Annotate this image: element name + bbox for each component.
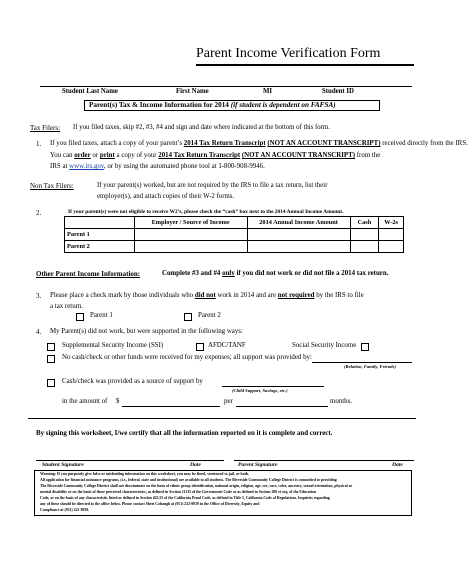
w2-field[interactable] [379, 241, 404, 253]
cash-field[interactable] [350, 241, 379, 253]
per-label: per [224, 398, 233, 405]
mi-label: MI [263, 88, 273, 95]
student-id-label: Student ID [322, 88, 354, 95]
item1-order: order [74, 152, 91, 159]
relation-hint: (Relation, Family, Friends) [344, 364, 396, 369]
no-cash-label: No cash/check or other funds were received for my expenses; all support was provided by: [62, 354, 312, 361]
item3-line1 [50, 292, 364, 299]
other-income-complete: Complete #3 and #4 [162, 270, 221, 277]
item1-line2 [50, 152, 380, 159]
tax-filers-label: Tax Filers: [30, 124, 61, 132]
parent-1-label: Parent 1 [90, 312, 113, 319]
w2-field[interactable] [379, 229, 404, 241]
section-divider [28, 418, 416, 419]
parent-1-checkbox[interactable] [76, 313, 84, 321]
student-last-name-label: Student Last Name [62, 88, 118, 95]
certification-statement: By signing this worksheet, I/we certify that all the information reported on it is complete and correct. [36, 430, 333, 437]
item3-did-not: did not [194, 292, 216, 299]
no-cash-checkbox[interactable] [47, 355, 55, 363]
income-table [64, 216, 404, 253]
income-amount-field[interactable] [247, 229, 350, 241]
column-header: 2014 Annual Income Amount [247, 217, 350, 229]
notice-warning: Warning: If you purposely give false or misleading information on this worksheet, you may be fined, sentenced to jail, or both. [40, 472, 250, 476]
other-income-label: Other Parent Income Information: [36, 270, 141, 278]
parent-2-checkbox[interactable] [184, 313, 192, 321]
cash-field[interactable] [350, 229, 379, 241]
notice-line-5: Code, or on the basis of any characteristic listed or defined in Section 422.55 of the California Penal Code, as defined in Title 5, California Code of Regulations. Inquiries regarding [40, 496, 330, 500]
item3-work: work in 2014 and are [217, 292, 277, 299]
item1-line1 [50, 140, 468, 147]
item1-can: You can [50, 152, 73, 159]
table-row [65, 229, 404, 241]
cash-check-checkbox[interactable] [47, 379, 55, 387]
student-field-line [40, 86, 412, 87]
notice-line-7: Compliance at (951) 222-8039. [40, 508, 90, 512]
other-income-text [162, 270, 388, 277]
item1-not-account: (NOT AN ACCOUNT TRANSCRIPT) [267, 140, 381, 147]
item1-text: If you filed taxes, attach a copy of your parent’s [50, 140, 183, 147]
column-header: Cash [350, 217, 379, 229]
page-title: Parent Income Verification Form [196, 46, 381, 61]
item1-or: or [92, 152, 99, 159]
afdc-label: AFDC/TANF [208, 342, 246, 349]
dollar-sign: $ [116, 398, 120, 405]
amount-prefix: in the amount of [62, 398, 108, 405]
item3-not-required: not required [277, 292, 315, 299]
item1-phone: , or by using the automated phone tool at 1-800-908-9946. [103, 163, 265, 170]
months-label: months. [330, 398, 353, 405]
ssi-checkbox[interactable] [47, 343, 55, 351]
item2-number: 2. [36, 209, 42, 217]
row-label-parent-1: Parent 1 [65, 229, 135, 241]
table-cell [65, 217, 135, 229]
item3-number: 3. [36, 292, 42, 300]
support-provided-by-line[interactable] [312, 362, 412, 363]
other-income-end: if you did not work or did not file a 2014 tax return. [236, 270, 389, 277]
income-amount-field[interactable] [247, 241, 350, 253]
item1-not-account-2: (NOT AN ACCOUNT TRANSCRIPT) [241, 152, 356, 159]
title-rule [196, 64, 414, 66]
item1-text-end: received directly from the IRS. [382, 140, 468, 147]
ssi-label: Supplemental Security Income (SSI) [62, 342, 164, 349]
item1-from: from the [356, 152, 381, 159]
student-date-label: Date [190, 462, 201, 468]
social-security-label: Social Security Income [292, 342, 357, 349]
table-row [65, 241, 404, 253]
amount-line[interactable] [122, 406, 220, 407]
item4-text: My Parent(s) did not work, but were supported in the following ways: [50, 328, 243, 335]
item3-file: by the IRS to file [316, 292, 364, 299]
non-tax-filers-line1: If your parent(s) worked, but are not required by the IRS to file a tax return, list their [97, 182, 328, 189]
non-tax-filers-label: Non Tax Filers: [30, 182, 74, 190]
section-header-part1: Parent(s) Tax & Income Information for 2014 [89, 101, 231, 109]
student-signature-label: Student Signature [42, 462, 84, 468]
column-header: W-2s [379, 217, 404, 229]
notice-line-4: mental disability or on the basis of these perceived characteristics, as defined in Section 11135 of the Government Code or as defined in Section 200 et seq. of the Education [40, 490, 317, 494]
notice-line-2: All application for financial assistance programs, (i.e., federal, state and institutional) are available to all students. The Riverside Community College District is committed to providing [40, 478, 337, 482]
child-support-hint: (Child Support, Savings, etc.) [232, 388, 288, 393]
irs-link[interactable]: www.irs.gov [69, 163, 104, 170]
notice-line-3: The Riverside Community College District shall not discriminate on the basis of ethnic group identification, national origin, religion, age, sex, race, color, ancestry, sexual orientation, physical or [40, 484, 353, 488]
item1-copy: a copy of your [116, 152, 157, 159]
social-security-checkbox[interactable] [361, 343, 369, 351]
employer-field[interactable] [134, 229, 247, 241]
section-header-part2: (if student is dependent on FAFSA) [230, 101, 336, 109]
item1-line3 [50, 163, 265, 170]
parent-signature-label: Parent Signature [238, 462, 278, 468]
row-label-parent-2: Parent 2 [65, 241, 135, 253]
tax-filers-instruction: If you filed taxes, skip #2, #3, #4 and sign and date where indicated at the bottom of this form. [73, 124, 330, 131]
afdc-checkbox[interactable] [196, 343, 204, 351]
item1-transcript-2: 2014 Tax Return Transcript [158, 152, 241, 159]
employer-field[interactable] [134, 241, 247, 253]
cash-source-line[interactable] [222, 386, 324, 387]
parent-signature-line[interactable] [234, 460, 414, 461]
other-income-only: only [222, 270, 235, 277]
first-name-label: First Name [176, 88, 209, 95]
table-row [65, 217, 404, 229]
non-tax-filers-line2: employer(s), and attach copies of their W-2 forms. [97, 193, 235, 200]
column-header: Employer / Source of Income [134, 217, 247, 229]
item1-irs-at: IRS at [50, 163, 68, 170]
item1-transcript: 2014 Tax Return Transcript [183, 140, 266, 147]
per-line[interactable] [236, 406, 328, 407]
notice-line-6: any of these should be directed to the office below. Please contact Sheri Cobaugh at (951) 222-8039 in the Office of Diversity, Equity and [40, 502, 260, 506]
student-signature-line[interactable] [36, 460, 224, 461]
section-header [89, 101, 336, 109]
item3-line2: a tax return. [50, 303, 84, 310]
parent-2-label: Parent 2 [198, 312, 221, 319]
parent-date-label: Date [392, 462, 403, 468]
item4-number: 4. [36, 328, 42, 336]
income-table-caption: If your parent(s) were not eligible to receive W2’s, please check the “cash” box next to the 2014 Annual Income Amount. [68, 209, 344, 215]
item1-number: 1. [36, 140, 42, 148]
item3-text: Please place a check mark by those individuals who [50, 292, 194, 299]
item1-print: print [99, 152, 115, 159]
cash-check-label: Cash/check was provided as a source of support by [62, 378, 203, 385]
